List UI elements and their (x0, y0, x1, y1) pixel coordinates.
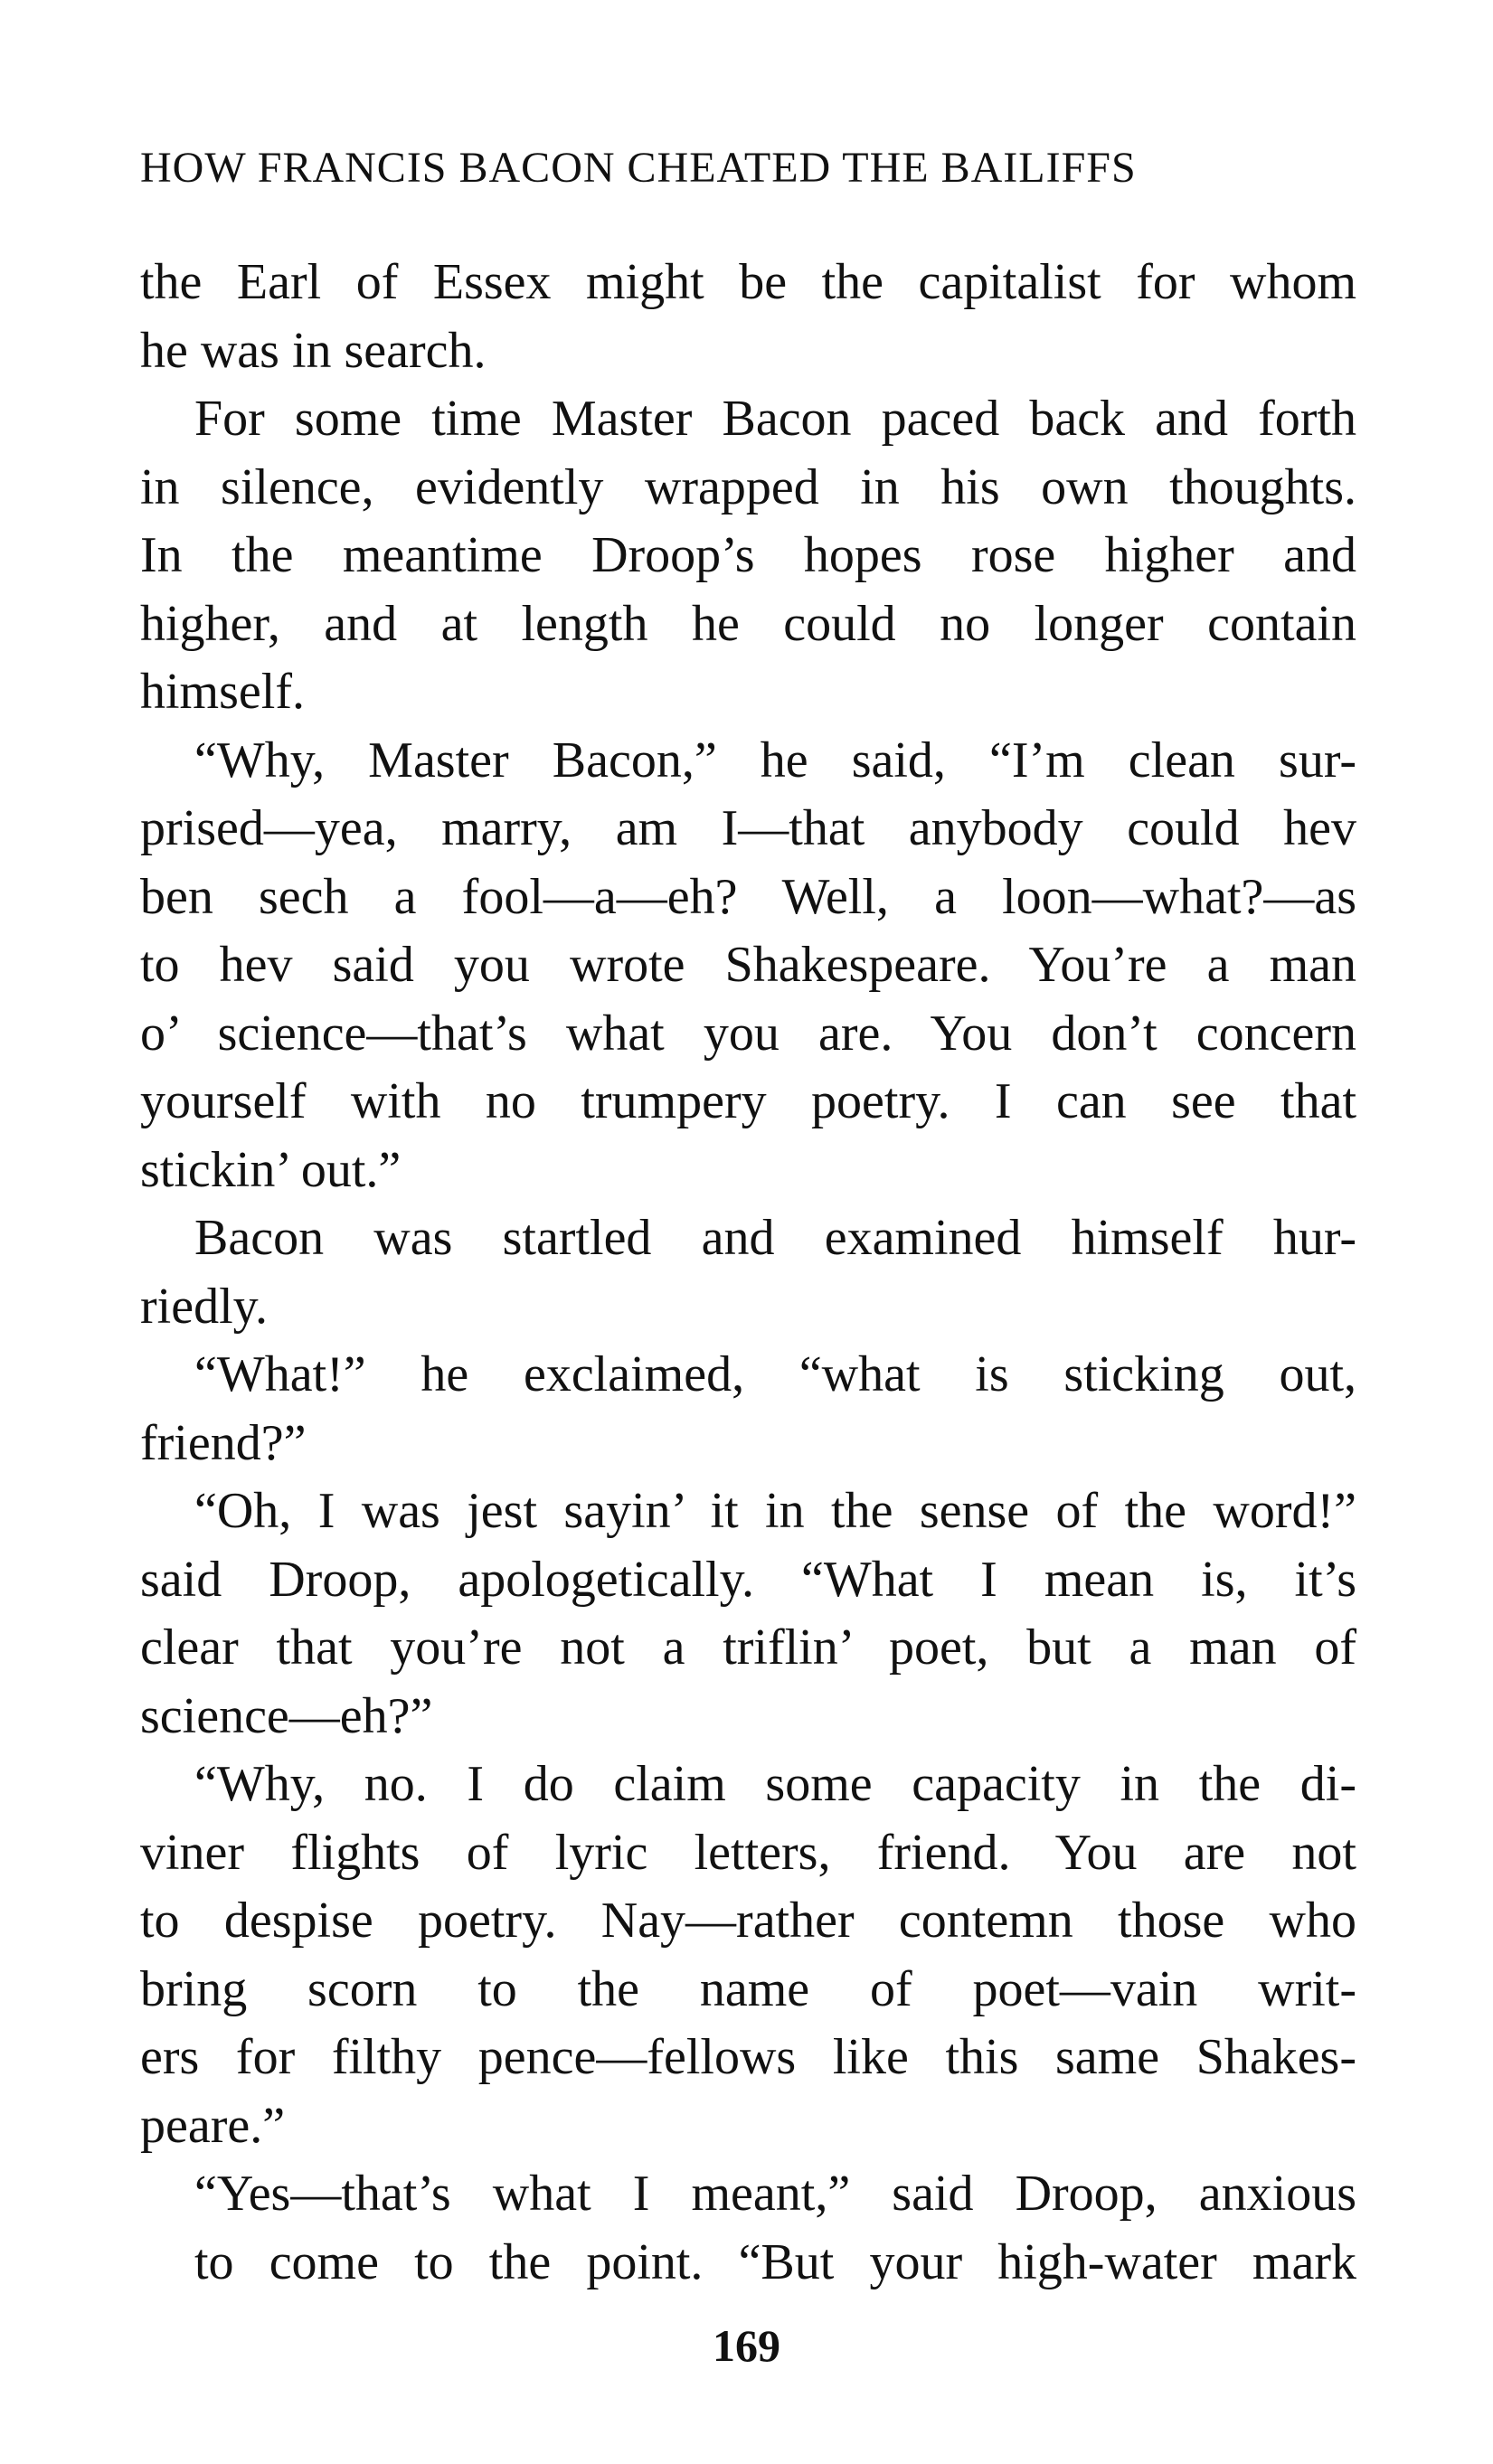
text-line: o’ science—that’s what you are. You don’t concern (140, 1005, 1356, 1062)
text-line: science—eh?” (140, 1687, 433, 1744)
text-line: bring scorn to the name of poet—vain writ- (140, 1960, 1356, 2017)
text-line: to come to the point. “But your high-water mark (194, 2233, 1356, 2290)
text-line: “Why, no. I do claim some capacity in the di- (194, 1756, 1356, 1812)
text-line: said Droop, apologetically. “What I mean is, it’s (140, 1551, 1356, 1608)
body-text (140, 249, 1356, 2297)
text-line: For some time Master Bacon paced back and forth (194, 391, 1356, 447)
text-line: to hev said you wrote Shakespeare. You’re a man (140, 937, 1356, 993)
text-line: to despise poetry. Nay—rather contemn those who (140, 1893, 1356, 1949)
text-line: prised—yea, marry, am I—that anybody could hev (140, 800, 1356, 856)
page-number: 169 (713, 2320, 780, 2371)
text-line: Bacon was startled and examined himself hur- (194, 1210, 1356, 1266)
text-line: peare.” (140, 2097, 286, 2154)
text-line: in silence, evidently wrapped in his own thoughts. (140, 458, 1356, 515)
text-line: “Yes—that’s what I meant,” said Droop, anxious (194, 2166, 1356, 2222)
text-line: “Oh, I was jest sayin’ it in the sense of the word!” (194, 1483, 1356, 1539)
text-line: yourself with no trumpery poetry. I can see that (140, 1073, 1356, 1129)
running-head: HOW FRANCIS BACON CHEATED THE BAILIFFS (140, 144, 1137, 192)
text-line: friend?” (140, 1414, 307, 1471)
text-line: the Earl of Essex might be the capitalist for whom (140, 254, 1356, 310)
text-line: In the meantime Droop’s hopes rose higher and (140, 527, 1356, 583)
text-line: clear that you’re not a triflin’ poet, but a man of (140, 1619, 1356, 1676)
text-line: ers for filthy pence—fellows like this same Shakes- (140, 2029, 1356, 2085)
text-line: riedly. (140, 1278, 268, 1335)
text-line: viner flights of lyric letters, friend. You are not (140, 1824, 1356, 1881)
text-line: himself. (140, 664, 305, 720)
text-line: stickin’ out.” (140, 1141, 402, 1198)
text-line: higher, and at length he could no longer contain (140, 595, 1356, 652)
text-line: he was in search. (140, 322, 487, 379)
text-line: “What!” he exclaimed, “what is sticking out, (194, 1346, 1356, 1402)
text-line: ben sech a fool—a—eh? Well, a loon—what?—as (140, 868, 1356, 925)
text-line: “Why, Master Bacon,” he said, “I’m clean sur- (194, 732, 1356, 788)
